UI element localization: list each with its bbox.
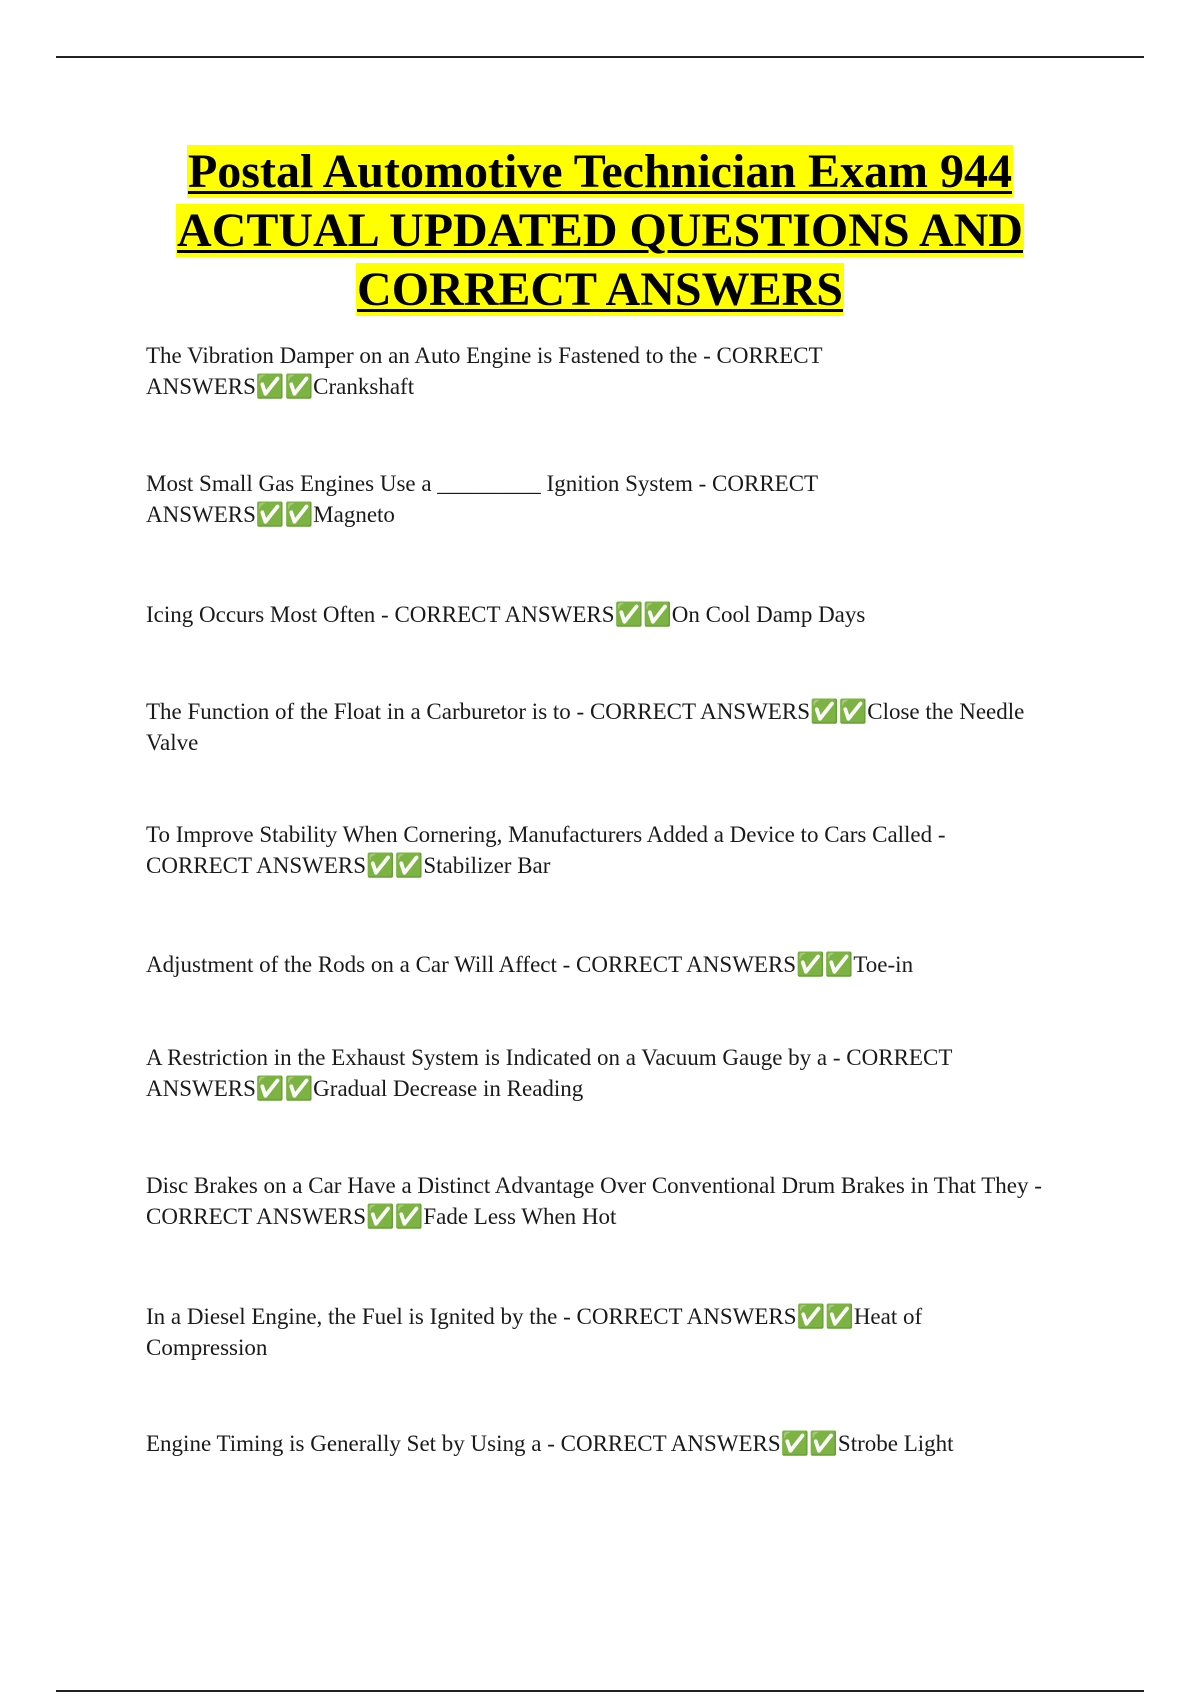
qa-item-7: A Restriction in the Exhaust System is Indicated on a Vacuum Gauge by a - CORRECT ANSWERS✅✅Gradual Decrease in Reading [146,1045,952,1101]
qa-item-6: Adjustment of the Rods on a Car Will Affect - CORRECT ANSWERS✅✅Toe-in [146,952,914,977]
title-line-2: ACTUAL UPDATED QUESTIONS AND [177,204,1023,257]
qa-item-3: Icing Occurs Most Often - CORRECT ANSWERS✅✅On Cool Damp Days [146,602,866,627]
qa-item-10: Engine Timing is Generally Set by Using a - CORRECT ANSWERS✅✅Strobe Light [146,1431,954,1456]
title-line-3: CORRECT ANSWERS [357,263,843,316]
qa-item-9: In a Diesel Engine, the Fuel is Ignited by the - CORRECT ANSWERS✅✅Heat of Compression [146,1304,923,1360]
qa-item-4: The Function of the Float in a Carburetor is to - CORRECT ANSWERS✅✅Close the Needle Valve [146,699,1025,755]
footer-rule [56,1690,1144,1692]
qa-item-5: To Improve Stability When Cornering, Manufacturers Added a Device to Cars Called - CORRECT ANSWERS✅✅Stabilizer Bar [146,822,946,878]
title-line-1: Postal Automotive Technician Exam 944 [187,145,1013,198]
document-title [60,142,1140,319]
header-rule [56,56,1144,58]
qa-item-1: The Vibration Damper on an Auto Engine is Fastened to the - CORRECT ANSWERS✅✅Crankshaft [146,343,823,399]
qa-item-2: Most Small Gas Engines Use a _________ Ignition System - CORRECT ANSWERS✅✅Magneto [146,471,818,527]
qa-item-8: Disc Brakes on a Car Have a Distinct Advantage Over Conventional Drum Brakes in That They - CORRECT ANSWERS✅✅Fade Less When Hot [146,1173,1042,1229]
